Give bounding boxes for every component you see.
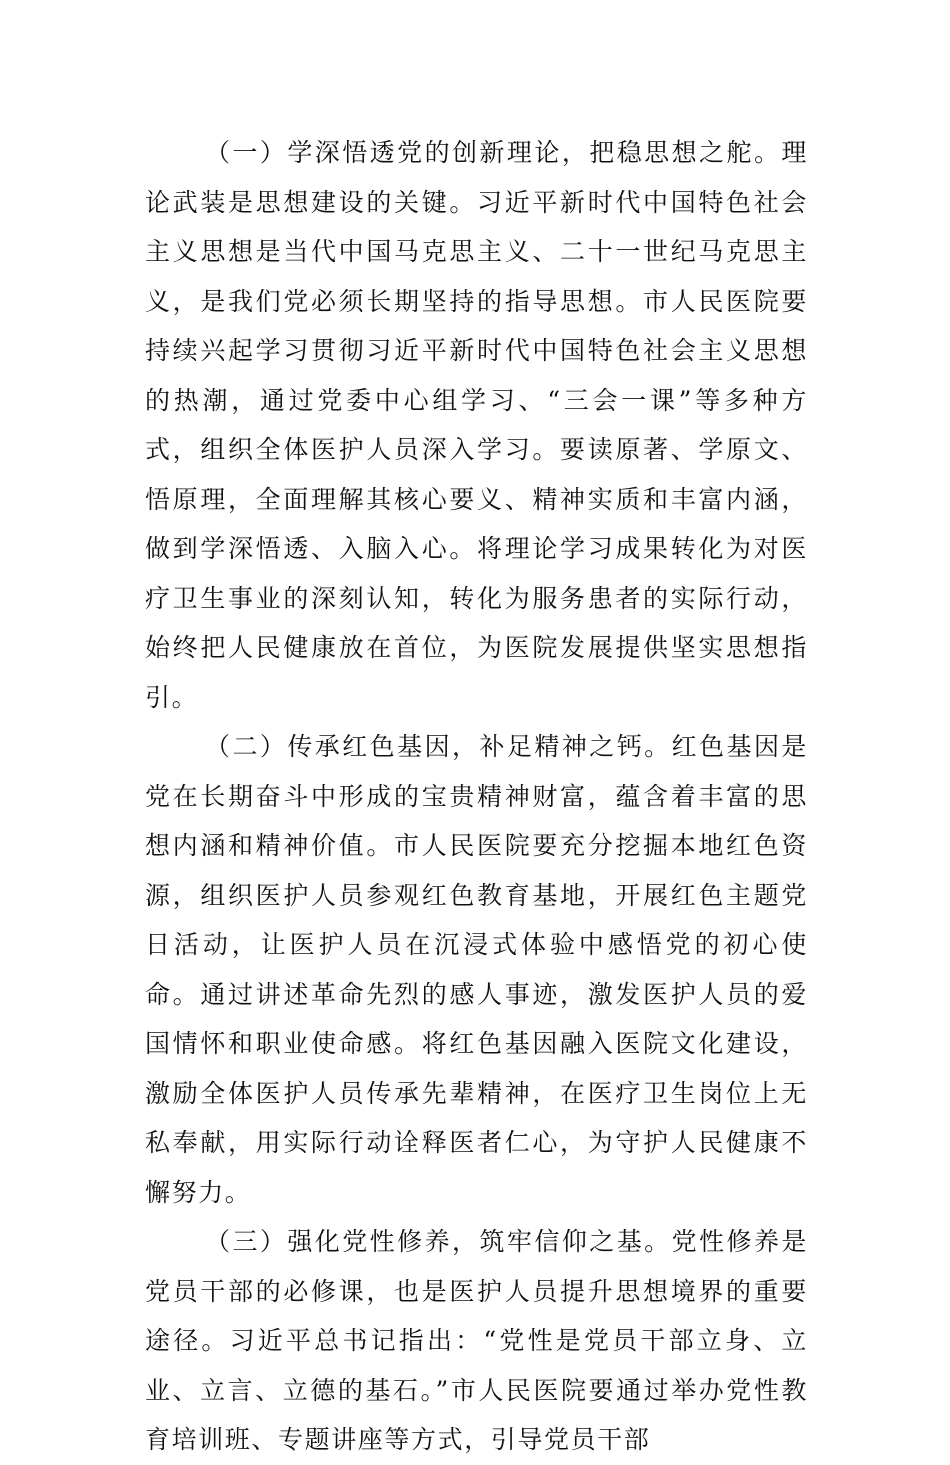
paragraph-one: （一）学深悟透党的创新理论，把稳思想之舵。理论武装是思想建设的关键。习近平新时代中国特色社会主义思想是当代中国马克思主义、二十一世纪马克思主义，是我们党必须长期坚持的指导思想。市人民医院要持续兴起学习贯彻习近平新时代中国特色社会主义思想的热潮，通过党委中心组学习、“三会一课”等多种方式，组织全体医护人员深入学习。要读原著、学原文、悟原理，全面理解其核心要义、精神实质和丰富内涵，做到学深悟透、入脑入心。将理论学习成果转化为对医疗卫生事业的深刻认知，转化为服务患者的实际行动，始终把人民健康放在首位，为医院发展提供坚实思想指引。 bbox=[145, 138, 808, 712]
paragraph-three: （三）强化党性修养，筑牢信仰之基。党性修养是党员干部的必修课，也是医护人员提升思想境界的重要途径。习近平总书记指出：“党性是党员干部立身、立业、立言、立德的基石。”市人民医院要通过举办党性教育培训班、专题讲座等方式，引导党员干部 bbox=[145, 1227, 808, 1454]
paragraph-two: （二）传承红色基因，补足精神之钙。红色基因是党在长期奋斗中形成的宝贵精神财富，蕴含着丰富的思想内涵和精神价值。市人民医院要充分挖掘本地红色资源，组织医护人员参观红色教育基地，开展红色主题党日活动，让医护人员在沉浸式体验中感悟党的初心使命。通过讲述革命先烈的感人事迹，激发医护人员的爱国情怀和职业使命感。将红色基因融入医院文化建设，激励全体医护人员传承先辈精神，在医疗卫生岗位上无私奉献，用实际行动诠释医者仁心，为守护人民健康不懈努力。 bbox=[145, 732, 808, 1207]
document-body bbox=[145, 128, 808, 1465]
